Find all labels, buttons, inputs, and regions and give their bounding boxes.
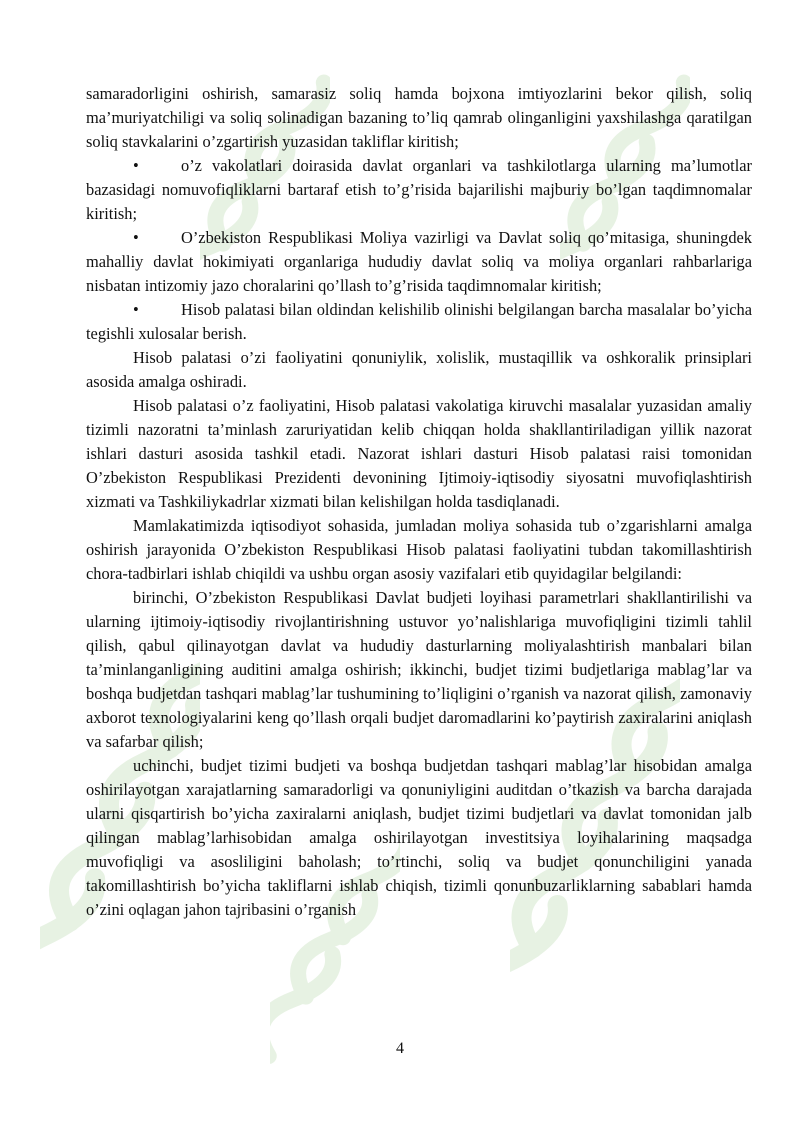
paragraph: birinchi, O’zbekiston Respublikasi Davlat budjeti loyihasi parametrlari shakllantirilishi va ularning ijtimoiy-iqtisodiy rivojlantirishning ustuvor yo’nalishlariga muvofiqligini tizimli tahlil qilish, qabul qilinayotgan davlat va hududiy dasturlarning moliyalashtirish manbalari bilan ta’minlanganligining auditini amalga oshirish; ikkinchi, budjet tizimi budjetlariga mablag’lar va boshqa budjetdan tashqari mablag’lar tushumining to’liqligini o’rganish va nazorat qilish, zamonaviy axborot texnologiyalarini keng qo’llash orqali budjet daromadlarini ko’paytirish zaxiralarini aniqlash va safarbar qilish; bbox=[86, 588, 752, 751]
bullet-text: Hisob palatasi bilan oldindan kelishilib olinishi belgilangan barcha masalalar bo’yicha tegishli xulosalar berish. bbox=[86, 300, 752, 343]
bullet-text: O’zbekiston Respublikasi Moliya vazirligi va Davlat soliq qo’mitasiga, shuningdek mahalliy davlat hokimiyati organlariga hududiy davlat soliq va moliya organlari rahbarlariga nisbatan intizomiy jazo choralarini qo’llash to’g’risida taqdimnomalar kiritish; bbox=[86, 228, 752, 295]
bullet-item bbox=[86, 154, 752, 226]
bullet-icon: • bbox=[133, 300, 139, 319]
body-text bbox=[86, 82, 752, 922]
bullet-icon: • bbox=[133, 156, 139, 175]
paragraph: Mamlakatimizda iqtisodiyot sohasida, jumladan moliya sohasida tub o’zgarishlarni amalga oshirish jarayonida O’zbekiston Respublikasi Hisob palatasi faoliyatini tubdan takomillashtirish chora-tadbirlari ishlab chiqildi va ushbu organ asosiy vazifalari etib quyidagilar belgilandi: bbox=[86, 516, 752, 583]
bullet-text: o’z vakolatlari doirasida davlat organlari va tashkilotlarga ularning ma’lumotlar bazasidagi nomuvofiqliklarni bartaraf etish to’g’risida bajarilishi majburiy bo’lgan taqdimnomalar kiritish; bbox=[86, 156, 752, 223]
paragraph-continuation: samaradorligini oshirish, samarasiz soliq hamda bojxona imtiyozlarini bekor qilish, soliq ma’muriyatchiligi va soliq solinadigan bazaning to’liq qamrab olinganligini yaxshilashga qaratilgan soliq stavkalarini o’zgartirish yuzasidan takliflar kiritish; bbox=[86, 84, 752, 151]
paragraph: uchinchi, budjet tizimi budjeti va boshqa budjetdan tashqari mablag’lar hisobidan amalga oshirilayotgan xarajatlarning samaradorligi va qonuniyligini auditdan o’tkazish va barcha darajada ularni qisqartirish bo’yicha zaxiralarni aniqlash, budjet tizimi budjetlari va davlat tomonidan jalb qilingan mablag’larhisobidan amalga oshirilayotgan investitsiya loyihalarining maqsadga muvofiqligi va asosliligini baholash; to’rtinchi, soliq va budjet qonunchiligini yanada takomillashtirish bo’yicha takliflarni ishlab chiqish, tizimli qonunbuzarliklarning sabablari hamda o’zini oqlagan jahon tajribasini o’rganish bbox=[86, 756, 752, 919]
paragraph: Hisob palatasi o’zi faoliyatini qonuniylik, xolislik, mustaqillik va oshkoralik prinsiplari asosida amalga oshiradi. bbox=[86, 348, 752, 391]
page-number: 4 bbox=[396, 1040, 404, 1057]
bullet-icon: • bbox=[133, 228, 139, 247]
bullet-item bbox=[86, 226, 752, 298]
bullet-item bbox=[86, 298, 752, 346]
paragraph: Hisob palatasi o’z faoliyatini, Hisob palatasi vakolatiga kiruvchi masalalar yuzasidan amaliy tizimli nazoratni ta’minlash zaruriyatidan kelib chiqqan holda shakllantiriladigan yillik nazorat ishlari dasturi asosida tashkil etadi. Nazorat ishlari dasturi Hisob palatasi raisi tomonidan O’zbekiston Respublikasi Prezidenti devonining Ijtimoiy-iqtisodiy siyosatni muvofiqlashtirish xizmati va Tashkiliykadrlar xizmati bilan kelishilgan holda tasdiqlanadi. bbox=[86, 396, 752, 511]
